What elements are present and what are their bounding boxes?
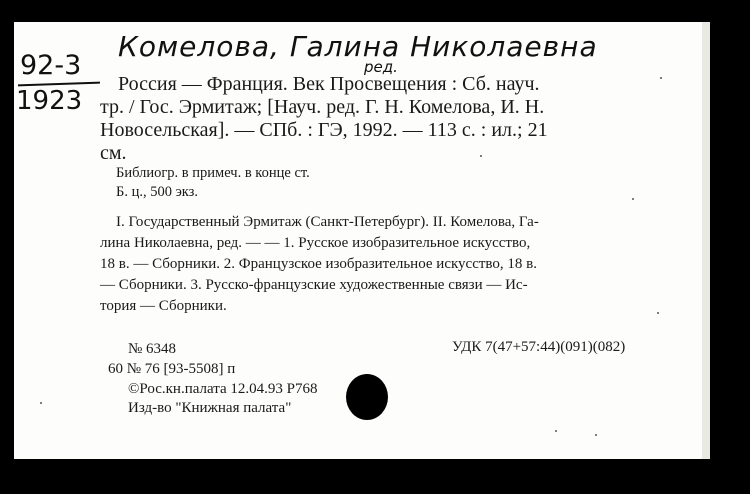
subject-line-4: — Сборники. 3. Русско-французские художественные связи — Ис- <box>100 277 528 293</box>
entry-line-1: Россия — Франция. Век Просвещения : Сб. науч. <box>118 73 540 95</box>
scan-speck <box>632 198 634 200</box>
entry-line-2: тр. / Гос. Эрмитаж; [Науч. ред. Г. Н. Комелова, И. Н. <box>100 96 545 118</box>
copyright-line: ©Рос.кн.палата 12.04.93 Р768 <box>128 381 318 397</box>
subject-line-5: тория — Сборники. <box>100 298 227 314</box>
publisher-line: Изд-во "Книжная палата" <box>128 400 292 416</box>
scan-speck <box>660 77 662 79</box>
handwritten-editor-note: ред. <box>364 58 398 76</box>
subject-line-2: лина Николаевна, ред. — — 1. Русское изобразительное искусство, <box>100 235 531 251</box>
scan-speck <box>40 402 42 404</box>
scan-speck <box>480 155 482 157</box>
card-edge <box>702 22 710 459</box>
subject-line-1: I. Государственный Эрмитаж (Санкт-Петербург). II. Комелова, Га- <box>116 214 539 230</box>
scan-speck <box>657 312 659 314</box>
card-number: № 6348 <box>128 341 177 357</box>
shelf-mark-top: 92-3 <box>20 50 82 81</box>
note-bibliography: Библиогр. в примеч. в конце ст. <box>116 165 310 181</box>
registration-line: 60 № 76 [93-5508] п <box>108 361 236 377</box>
handwritten-author-name: Комелова, Галина Николаевна <box>118 30 598 63</box>
scan-speck <box>595 434 597 436</box>
punch-hole <box>346 374 388 420</box>
note-print-run: Б. ц., 500 экз. <box>116 184 199 200</box>
udk-code: УДК 7(47+57:44)(091)(082) <box>452 339 626 355</box>
entry-line-4: см. <box>100 142 127 164</box>
scan-speck <box>555 430 557 432</box>
shelf-mark-bottom: 1923 <box>16 86 83 116</box>
subject-line-3: 18 в. — Сборники. 2. Французское изобразительное искусство, 18 в. <box>100 256 537 272</box>
entry-line-3: Новосельская]. — СПб. : ГЭ, 1992. — 113 с. : ил.; 21 <box>100 119 548 141</box>
